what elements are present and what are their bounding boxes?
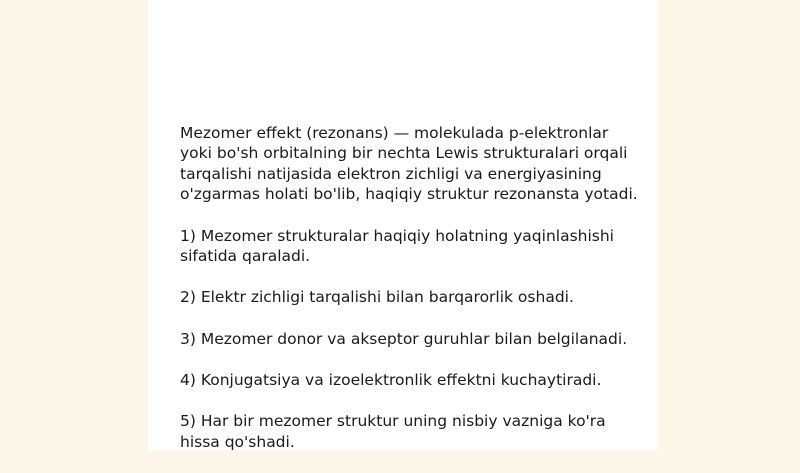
list-item-3: 3) Mezomer donor va akseptor guruhlar bilan belgilanadi. <box>180 329 628 348</box>
list-item-1: 1) Mezomer strukturalar haqiqiy holatning yaqinlashishi sifatida qaraladi. <box>180 226 614 266</box>
list-item-4: 4) Konjugatsiya va izoelektronlik effektni kuchaytiradi. <box>180 370 602 389</box>
list-item-5: 5) Har bir mezomer struktur uning nisbiy vazniga ko'ra hissa qo'shadi. <box>180 411 606 451</box>
document-body <box>180 102 640 473</box>
intro-paragraph: Mezomer effekt (rezonans) — molekulada p-elektronlar yoki bo'sh orbitalning bir nechta Lewis strukturalari orqali tarqalishi natijasida elektron zichligi va energiyasining o'zgarmas holati bo'lib, haqiqiy struktur rezonansta yotadi. <box>180 123 638 204</box>
list-item-2: 2) Elektr zichligi tarqalishi bilan barqarorlik oshadi. <box>180 288 574 307</box>
document-page <box>148 0 658 450</box>
